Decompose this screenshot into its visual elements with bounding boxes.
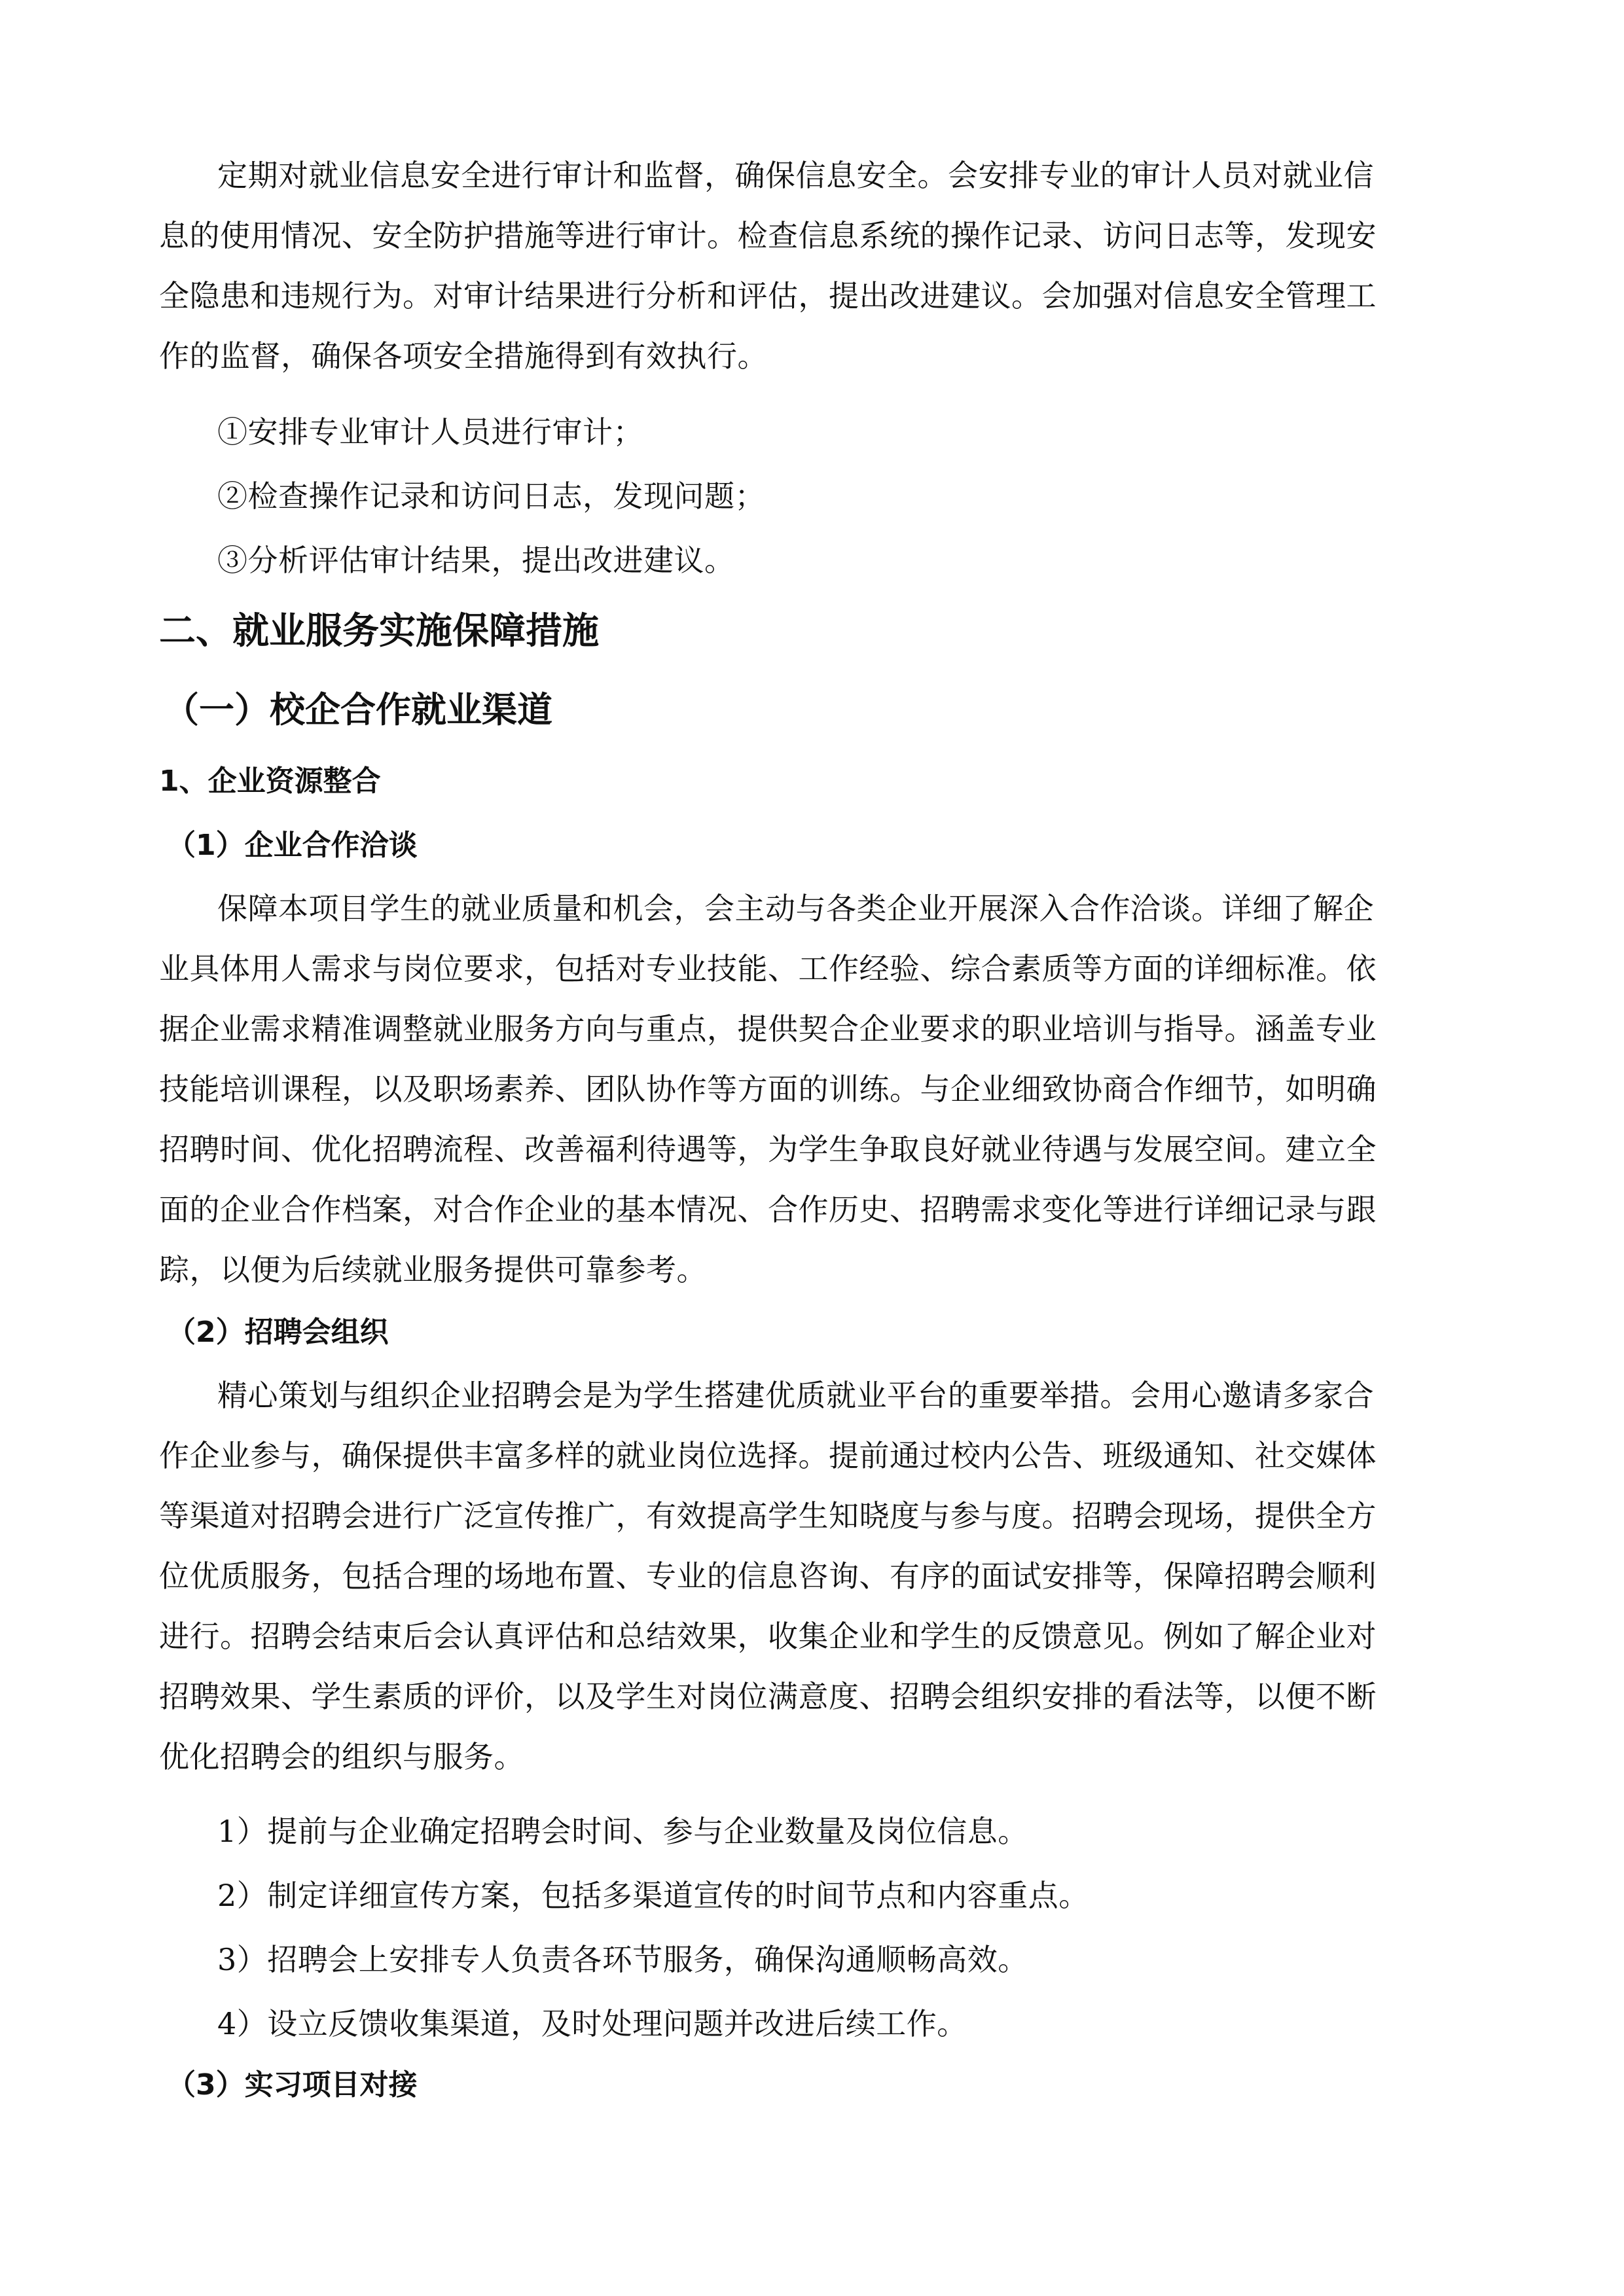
audit-item-2: ②检查操作记录和访问日志，发现问题； — [217, 478, 765, 514]
audit-paragraph-line-2: 息的使用情况、安全防护措施等进行审计。检查信息系统的操作记录、访问日志等，发现安 — [159, 218, 1377, 253]
sub-1-paragraph-line-6: 面的企业合作档案，对合作企业的基本情况、合作历史、招聘需求变化等进行详细记录与跟 — [159, 1192, 1377, 1227]
sub-1-paragraph-line-7: 踪，以便为后续就业服务提供可靠参考。 — [159, 1252, 707, 1287]
sub-1-paragraph-line-1: 保障本项目学生的就业质量和机会，会主动与各类企业开展深入合作洽谈。详细了解企 — [217, 891, 1374, 926]
sub-2-paragraph-line-6: 招聘效果、学生素质的评价，以及学生对岗位满意度、招聘会组织安排的看法等，以便不断 — [159, 1679, 1377, 1714]
sub-2-paragraph-line-3: 等渠道对招聘会进行广泛宣传推广，有效提高学生知晓度与参与度。招聘会现场，提供全方 — [159, 1498, 1377, 1534]
sub-heading-2: （2）招聘会组织 — [167, 1316, 389, 1349]
sub-2-paragraph-line-2: 作企业参与，确保提供丰富多样的就业岗位选择。提前通过校内公告、班级通知、社交媒体 — [159, 1438, 1377, 1473]
section-heading: 二、就业服务实施保障措施 — [159, 610, 599, 653]
point-heading: 1、企业资源整合 — [159, 764, 381, 798]
sub-2-paragraph-line-1: 精心策划与组织企业招聘会是为学生搭建优质就业平台的重要举措。会用心邀请多家合 — [217, 1378, 1374, 1413]
sub-2-item-2: 2）制定详细宣传方案，包括多渠道宣传的时间节点和内容重点。 — [217, 1878, 1089, 1913]
sub-1-paragraph-line-3: 据企业需求精准调整就业服务方向与重点，提供契合企业要求的职业培训与指导。涵盖专业 — [159, 1011, 1377, 1047]
sub-2-item-3: 3）招聘会上安排专人负责各环节服务，确保沟通顺畅高效。 — [217, 1942, 1028, 1977]
subsection-heading: （一）校企合作就业渠道 — [164, 689, 552, 730]
sub-1-paragraph-line-4: 技能培训课程，以及职场素养、团队协作等方面的训练。与企业细致协商合作细节，如明确 — [159, 1071, 1377, 1107]
audit-paragraph-line-1: 定期对就业信息安全进行审计和监督，确保信息安全。会安排专业的审计人员对就业信 — [217, 158, 1374, 193]
sub-2-paragraph-line-4: 位优质服务，包括合理的场地布置、专业的信息咨询、有序的面试安排等，保障招聘会顺利 — [159, 1558, 1377, 1594]
audit-item-1: ①安排专业审计人员进行审计； — [217, 414, 643, 450]
sub-2-item-1: 1）提前与企业确定招聘会时间、参与企业数量及岗位信息。 — [217, 1814, 1028, 1849]
sub-2-paragraph-line-5: 进行。招聘会结束后会认真评估和总结效果，收集企业和学生的反馈意见。例如了解企业对 — [159, 1619, 1377, 1654]
sub-2-item-4: 4）设立反馈收集渠道，及时处理问题并改进后续工作。 — [217, 2006, 967, 2041]
audit-paragraph-line-4: 作的监督，确保各项安全措施得到有效执行。 — [159, 338, 768, 374]
sub-heading-3: （3）实习项目对接 — [167, 2068, 418, 2102]
audit-paragraph-line-3: 全隐患和违规行为。对审计结果进行分析和评估，提出改进建议。会加强对信息安全管理工 — [159, 278, 1377, 314]
audit-item-3: ③分析评估审计结果，提出改进建议。 — [217, 543, 735, 578]
sub-2-paragraph-line-7: 优化招聘会的组织与服务。 — [159, 1739, 524, 1774]
sub-heading-1: （1）企业合作洽谈 — [167, 829, 418, 862]
sub-1-paragraph-line-2: 业具体用人需求与岗位要求，包括对专业技能、工作经验、综合素质等方面的详细标准。依 — [159, 951, 1377, 986]
sub-1-paragraph-line-5: 招聘时间、优化招聘流程、改善福利待遇等，为学生争取良好就业待遇与发展空间。建立全 — [159, 1132, 1377, 1167]
